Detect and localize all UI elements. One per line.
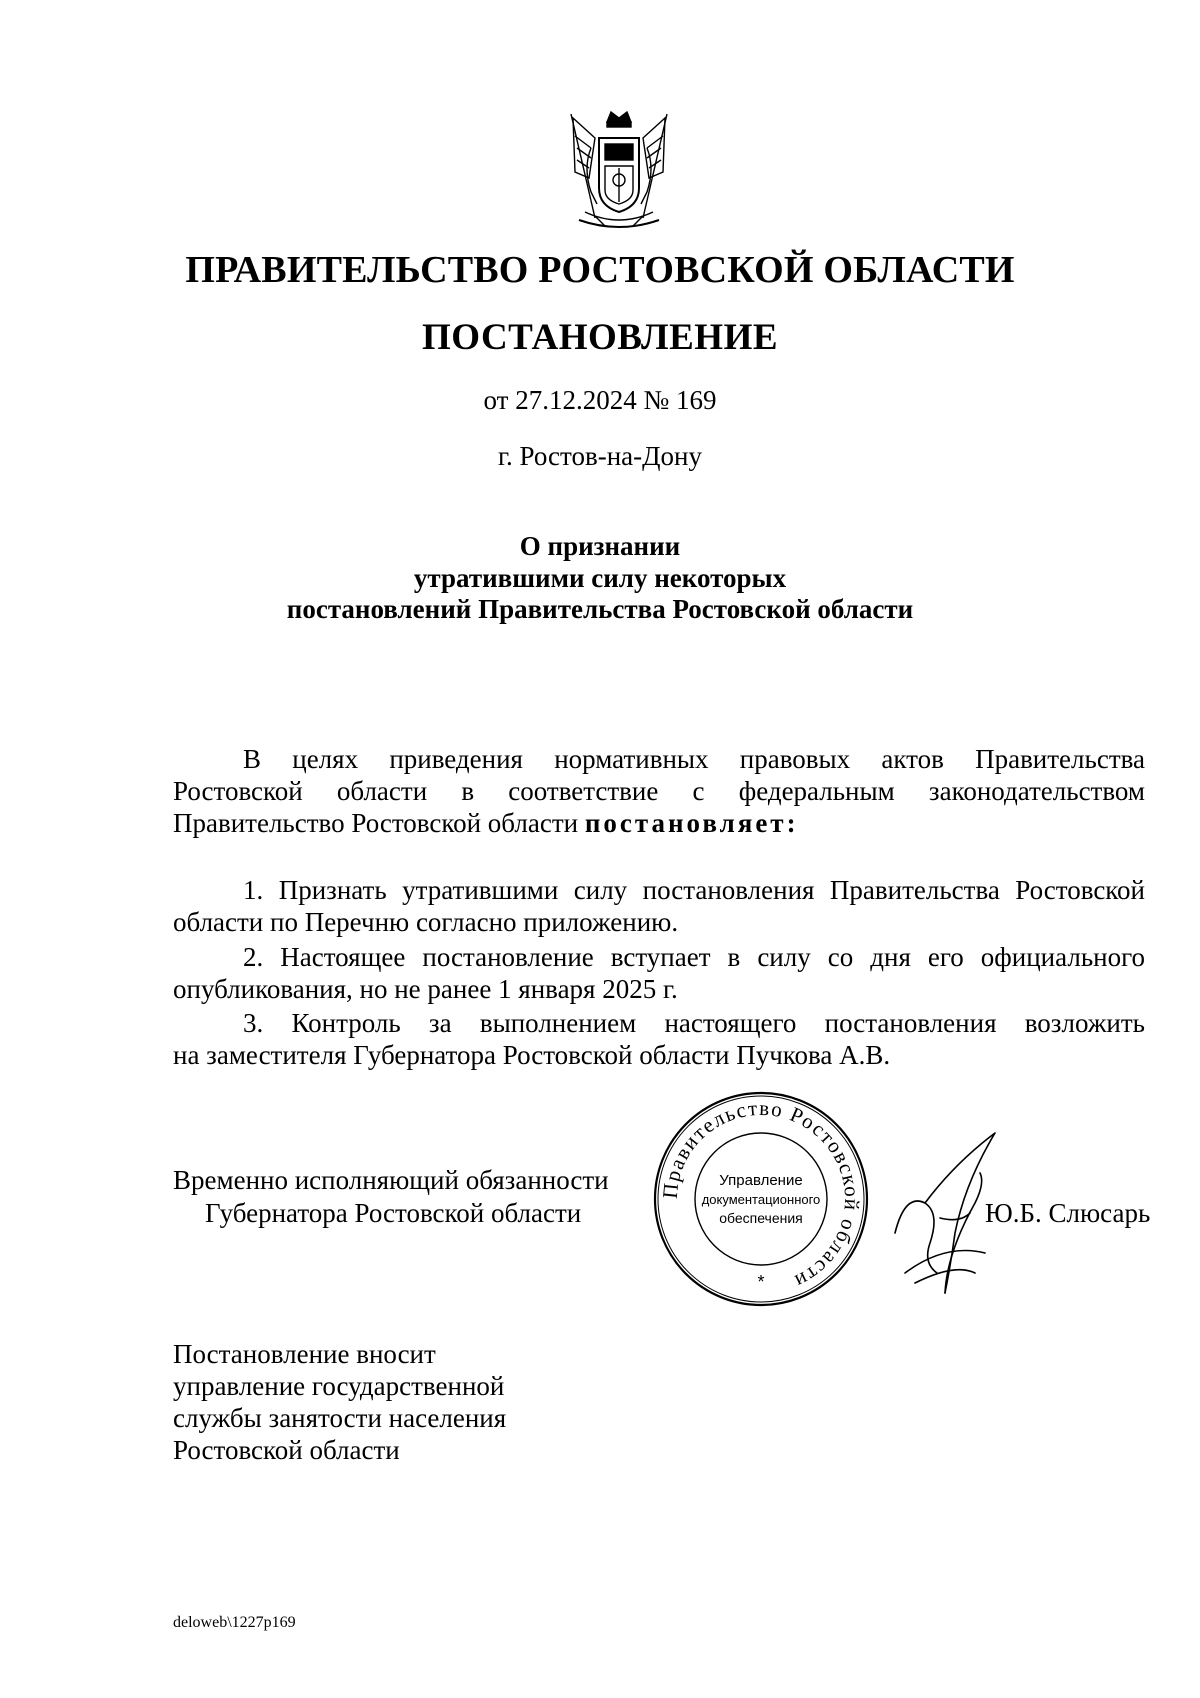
preamble-text: Правительство Ростовской области xyxy=(173,808,585,838)
document-title-line: утратившими силу некоторых xyxy=(413,563,787,593)
list-item-continuation: на заместителя Губернатора Ростовской области Пучкова А.В. xyxy=(173,1040,891,1070)
list-item-continuation: опубликования, но не ранее 1 января 2025 г. xyxy=(173,974,678,1004)
stamp-center-text: Управление xyxy=(719,1172,803,1189)
list-item: 1. Признать утратившими силу постановления Правительства Ростовской xyxy=(243,875,1145,905)
signatory-name: Ю.Б. Слюсарь xyxy=(985,1198,1151,1228)
stamp-star: * xyxy=(757,1272,765,1292)
list-item: 2. Настоящее постановление вступает в силу со дня его официального xyxy=(243,942,1145,972)
stamp-center-text: документационного xyxy=(701,1192,821,1207)
document-city: г. Ростов-на-Дону xyxy=(497,441,702,471)
document-title-line: О признании xyxy=(519,531,681,561)
introduced-by-line: Ростовской области xyxy=(173,1435,400,1465)
introduced-by-line: Постановление вносит xyxy=(173,1339,436,1369)
preamble-line: Ростовской области в соответствие с федеральным законодательством xyxy=(173,776,1145,806)
document-title-line: постановлений Правительства Ростовской области xyxy=(286,594,914,624)
list-item-continuation: области по Перечню согласно приложению. xyxy=(173,907,679,937)
document-date-number: от 27.12.2024 № 169 xyxy=(483,385,717,415)
signatory-position: Временно исполняющий обязанности xyxy=(173,1165,609,1195)
signatory-position: Губернатора Ростовской области xyxy=(205,1198,582,1228)
stamp-center-text: обеспечения xyxy=(719,1210,803,1226)
preamble-line xyxy=(173,808,1145,839)
coat-of-arms-icon xyxy=(565,108,673,236)
introduced-by-line: управление государственной xyxy=(173,1371,505,1401)
organization-heading: ПРАВИТЕЛЬСТВО РОСТОВСКОЙ ОБЛАСТИ xyxy=(185,249,1015,291)
stamp-ring-text: Правительство Ростовской области xyxy=(657,1095,865,1295)
list-item: 3. Контроль за выполнением настоящего постановления возложить xyxy=(243,1008,1145,1038)
official-stamp-icon xyxy=(652,1090,870,1308)
introduced-by-line: службы занятости населения xyxy=(173,1403,507,1433)
decree-keyword: постановляет: xyxy=(584,808,799,838)
file-reference: deloweb\1227p169 xyxy=(173,1614,296,1631)
document-type-heading: ПОСТАНОВЛЕНИЕ xyxy=(421,317,779,358)
preamble-line: В целях приведения нормативных правовых актов Правительства xyxy=(243,744,1145,774)
